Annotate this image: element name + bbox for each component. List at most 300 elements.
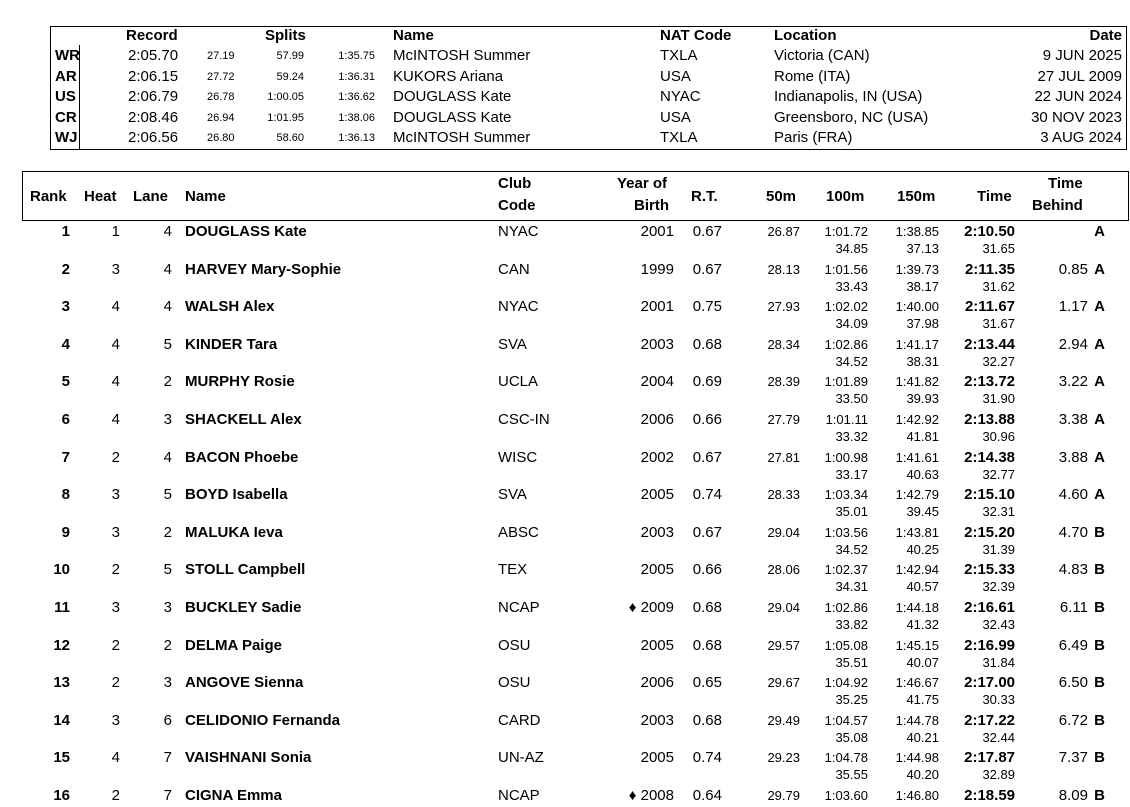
record-location: Greensboro, NC (USA) — [774, 108, 929, 126]
result-final: B — [1094, 787, 1105, 804]
result-yob: 2004 — [640, 373, 674, 391]
record-name: McINTOSH Summer — [393, 47, 531, 64]
record-nat: TXLA — [660, 129, 698, 147]
result-time: 2:13.72 — [964, 373, 1015, 391]
col-150m: 150m — [897, 188, 936, 205]
result-100m: 1:03.34 — [824, 487, 868, 503]
result-club: NYAC — [498, 223, 539, 240]
result-50m: 27.79 — [767, 412, 800, 427]
result-lane: 7 — [163, 749, 172, 767]
record-split-150: 1:35.75 — [338, 50, 375, 62]
result-club: SVA — [498, 486, 527, 504]
result-150m: 1:45.15 — [895, 637, 939, 653]
result-club: WISC — [498, 448, 538, 466]
result-yob: 2005 — [640, 636, 674, 654]
result-time: 2:15.33 — [964, 561, 1015, 579]
record-split-50: 26.94 — [207, 111, 235, 124]
result-50m: 28.34 — [767, 336, 800, 352]
result-lane: 2 — [163, 636, 172, 654]
result-rank: 12 — [53, 636, 70, 654]
result-lane: 4 — [163, 223, 172, 240]
result-behind: 2.94 — [1058, 335, 1088, 353]
result-50m: 29.23 — [767, 750, 800, 766]
result-yob: ♦ 2008 — [628, 787, 674, 804]
result-100m: 1:01.11 — [825, 412, 868, 427]
result-time: 2:15.10 — [964, 486, 1015, 504]
result-100m: 1:02.86 — [824, 600, 868, 615]
result-name: MALUKA Ieva — [185, 523, 283, 541]
result-time: 2:10.50 — [964, 223, 1015, 240]
result-final: B — [1094, 561, 1105, 579]
result-heat: 4 — [111, 335, 120, 353]
record-split-150: 1:38.06 — [338, 111, 375, 124]
result-heat: 2 — [111, 448, 120, 466]
col-rt: R.T. — [691, 188, 718, 205]
result-yob: 2005 — [640, 486, 674, 504]
result-100m: 1:02.37 — [824, 562, 868, 578]
result-split-150: 41.32 — [906, 617, 939, 632]
result-time: 2:17.00 — [964, 674, 1015, 692]
record-split-50: 26.78 — [207, 91, 235, 104]
result-100m: 1:02.02 — [824, 299, 868, 315]
result-rt: 0.67 — [692, 223, 722, 240]
result-rank: 3 — [61, 298, 70, 316]
result-heat: 2 — [111, 787, 120, 804]
result-split-100: 35.51 — [835, 654, 868, 670]
result-heat: 4 — [111, 373, 120, 391]
result-heat: 3 — [111, 486, 120, 504]
result-heat: 4 — [111, 749, 120, 767]
result-name: HARVEY Mary-Sophie — [185, 260, 342, 278]
col-rank: Rank — [30, 188, 67, 205]
result-rank: 8 — [61, 486, 70, 504]
result-split-200: 31.65 — [982, 241, 1015, 256]
result-time: 2:18.59 — [964, 787, 1015, 804]
result-time: 2:13.88 — [964, 411, 1015, 428]
result-150m: 1:46.80 — [895, 788, 939, 803]
result-50m: 27.93 — [767, 299, 800, 315]
result-yob: 2006 — [640, 674, 674, 692]
result-yob: 2003 — [640, 335, 674, 353]
result-100m: 1:01.72 — [824, 224, 868, 239]
result-split-200: 32.77 — [982, 466, 1015, 482]
result-behind: 8.09 — [1058, 787, 1088, 804]
record-split-100: 57.99 — [276, 50, 304, 62]
col-behind-1: Time — [1048, 175, 1083, 192]
record-nat: USA — [660, 108, 691, 126]
result-rank: 5 — [61, 373, 70, 391]
record-name: DOUGLASS Kate — [393, 108, 512, 126]
result-time: 2:14.38 — [964, 448, 1015, 466]
result-heat: 3 — [111, 260, 120, 278]
result-lane: 4 — [163, 298, 172, 316]
record-code: CR — [55, 108, 77, 126]
col-time: Time — [977, 188, 1012, 205]
result-rank: 16 — [53, 787, 70, 804]
result-behind: 6.49 — [1058, 636, 1088, 654]
result-split-150: 40.21 — [906, 729, 939, 745]
result-split-200: 30.33 — [982, 692, 1015, 708]
result-yob: ♦ 2009 — [628, 599, 674, 616]
result-150m: 1:41.17 — [895, 336, 939, 352]
record-code: AR — [55, 67, 77, 85]
result-yob: 2005 — [640, 749, 674, 767]
result-split-200: 32.89 — [982, 767, 1015, 783]
result-time: 2:17.22 — [964, 711, 1015, 729]
result-50m: 29.67 — [767, 675, 800, 691]
result-heat: 3 — [111, 599, 120, 616]
result-100m: 1:01.89 — [824, 374, 868, 390]
record-name: DOUGLASS Kate — [393, 88, 512, 106]
result-split-150: 39.45 — [906, 504, 939, 520]
result-split-150: 37.98 — [906, 316, 939, 332]
result-rank: 13 — [53, 674, 70, 692]
result-100m: 1:03.56 — [824, 524, 868, 540]
result-final: A — [1094, 486, 1105, 504]
record-location: Paris (FRA) — [774, 129, 853, 147]
result-split-100: 33.32 — [835, 429, 868, 444]
result-split-100: 35.25 — [835, 692, 868, 708]
result-behind: 4.60 — [1058, 486, 1088, 504]
result-behind: 4.70 — [1058, 523, 1088, 541]
result-name: MURPHY Rosie — [185, 373, 295, 391]
result-behind: 3.88 — [1058, 448, 1088, 466]
result-split-150: 40.63 — [906, 466, 939, 482]
records-header-location: Location — [774, 27, 837, 44]
result-lane: 2 — [163, 523, 172, 541]
col-club-1: Club — [498, 175, 532, 192]
result-rt: 0.68 — [692, 335, 722, 353]
result-150m: 1:38.85 — [895, 224, 939, 239]
col-club-2: Code — [498, 197, 536, 214]
result-club: OSU — [498, 674, 531, 692]
record-time: 2:06.56 — [128, 129, 179, 147]
result-100m: 1:00.98 — [824, 449, 868, 465]
result-name: BUCKLEY Sadie — [185, 599, 302, 616]
result-final: B — [1094, 523, 1105, 541]
result-150m: 1:46.67 — [895, 675, 939, 691]
record-split-50: 26.80 — [207, 132, 235, 145]
result-50m: 28.06 — [767, 562, 800, 578]
result-rt: 0.67 — [692, 448, 722, 466]
result-final: A — [1094, 335, 1105, 353]
result-club: NCAP — [498, 599, 540, 616]
result-split-100: 33.82 — [835, 617, 868, 632]
record-date: 27 JUL 2009 — [1037, 67, 1122, 85]
result-behind: 3.38 — [1058, 411, 1088, 428]
result-behind: 6.72 — [1058, 711, 1088, 729]
result-club: UCLA — [498, 373, 539, 391]
result-150m: 1:42.79 — [895, 487, 939, 503]
result-50m: 27.81 — [767, 449, 800, 465]
result-lane: 4 — [163, 260, 172, 278]
result-yob: 2005 — [640, 561, 674, 579]
result-150m: 1:40.00 — [895, 299, 939, 315]
result-final: A — [1094, 411, 1105, 428]
result-behind: 4.83 — [1058, 561, 1088, 579]
result-50m: 29.79 — [767, 788, 800, 803]
result-split-100: 35.01 — [835, 504, 868, 520]
result-split-200: 32.44 — [982, 729, 1015, 745]
result-rank: 9 — [61, 523, 70, 541]
col-lane: Lane — [133, 188, 169, 205]
result-club: NCAP — [498, 787, 540, 804]
result-rt: 0.66 — [692, 411, 722, 428]
result-name: SHACKELL Alex — [185, 411, 302, 428]
result-50m: 29.04 — [767, 524, 800, 540]
result-150m: 1:44.18 — [895, 600, 939, 615]
result-time: 2:15.20 — [964, 523, 1015, 541]
record-time: 2:06.79 — [128, 88, 179, 106]
record-split-100: 1:01.95 — [267, 111, 304, 124]
result-split-100: 35.55 — [835, 767, 868, 783]
result-50m: 28.33 — [767, 487, 800, 503]
record-location: Indianapolis, IN (USA) — [774, 88, 923, 106]
record-split-50: 27.72 — [207, 70, 235, 83]
result-final: B — [1094, 636, 1105, 654]
records-box — [50, 26, 1127, 150]
result-final: A — [1094, 260, 1105, 278]
result-name: BOYD Isabella — [185, 486, 288, 504]
result-150m: 1:42.94 — [895, 562, 939, 578]
result-150m: 1:39.73 — [895, 261, 939, 277]
result-final: B — [1094, 749, 1105, 767]
col-100m: 100m — [826, 188, 865, 205]
result-150m: 1:43.81 — [895, 524, 939, 540]
result-club: CARD — [498, 711, 541, 729]
result-club: SVA — [498, 335, 527, 353]
result-rank: 4 — [61, 335, 70, 353]
record-nat: TXLA — [660, 47, 698, 64]
result-100m: 1:04.92 — [824, 675, 868, 691]
result-rank: 2 — [61, 260, 70, 278]
result-split-150: 41.75 — [906, 692, 939, 708]
record-time: 2:05.70 — [128, 47, 179, 64]
result-final: B — [1094, 674, 1105, 692]
result-split-100: 34.52 — [835, 541, 868, 557]
result-lane: 3 — [163, 411, 172, 428]
result-heat: 4 — [111, 411, 120, 428]
record-code: WR — [55, 47, 80, 64]
result-split-100: 34.85 — [835, 241, 868, 256]
col-behind-2: Behind — [1032, 197, 1083, 214]
record-nat: USA — [660, 67, 691, 85]
record-date: 30 NOV 2023 — [1031, 108, 1122, 126]
records-header-nat: NAT Code — [660, 27, 732, 44]
result-final: A — [1094, 298, 1105, 316]
record-split-50: 27.19 — [207, 50, 235, 62]
result-rt: 0.69 — [692, 373, 722, 391]
result-split-200: 32.39 — [982, 579, 1015, 595]
result-50m: 28.39 — [767, 374, 800, 390]
result-heat: 3 — [111, 523, 120, 541]
col-yob-2: Birth — [634, 197, 669, 214]
result-split-200: 31.62 — [982, 278, 1015, 294]
result-lane: 4 — [163, 448, 172, 466]
record-split-100: 58.60 — [276, 132, 304, 145]
result-rt: 0.65 — [692, 674, 722, 692]
result-heat: 2 — [111, 561, 120, 579]
result-50m: 29.49 — [767, 712, 800, 728]
result-name: STOLL Campbell — [185, 561, 306, 579]
result-club: CAN — [498, 260, 530, 278]
result-150m: 1:42.92 — [895, 412, 939, 427]
record-split-100: 59.24 — [276, 70, 304, 83]
result-150m: 1:44.98 — [895, 750, 939, 766]
result-rank: 6 — [61, 411, 70, 428]
result-name: VAISHNANI Sonia — [185, 749, 312, 767]
result-name: CIGNA Emma — [185, 787, 282, 804]
record-code: WJ — [55, 129, 78, 147]
result-lane: 7 — [163, 787, 172, 804]
result-50m: 26.87 — [767, 224, 800, 239]
col-name: Name — [185, 188, 226, 205]
record-split-150: 1:36.13 — [338, 132, 375, 145]
result-name: CELIDONIO Fernanda — [185, 711, 341, 729]
records-header-splits: Splits — [265, 27, 306, 44]
result-club: CSC-IN — [498, 411, 550, 428]
result-split-200: 30.96 — [982, 429, 1015, 444]
col-heat: Heat — [84, 188, 117, 205]
result-rt: 0.74 — [692, 749, 722, 767]
result-name: KINDER Tara — [185, 335, 278, 353]
result-rt: 0.68 — [692, 636, 722, 654]
record-time: 2:06.15 — [128, 67, 179, 85]
result-100m: 1:05.08 — [824, 637, 868, 653]
result-heat: 2 — [111, 674, 120, 692]
result-time: 2:11.35 — [964, 260, 1015, 278]
result-split-100: 34.52 — [835, 353, 868, 369]
result-rt: 0.67 — [692, 260, 722, 278]
result-150m: 1:41.82 — [895, 374, 939, 390]
result-rt: 0.67 — [692, 523, 722, 541]
record-name: McINTOSH Summer — [393, 129, 531, 147]
record-time: 2:08.46 — [128, 108, 179, 126]
result-yob: 2002 — [640, 448, 674, 466]
result-rt: 0.75 — [692, 298, 722, 316]
result-split-100: 33.43 — [835, 278, 868, 294]
result-name: DOUGLASS Kate — [185, 223, 307, 240]
result-behind: 6.50 — [1058, 674, 1088, 692]
result-yob: 2001 — [640, 298, 674, 316]
result-behind: 0.85 — [1058, 260, 1088, 278]
result-yob: 2006 — [640, 411, 674, 428]
result-split-150: 38.17 — [906, 278, 939, 294]
result-time: 2:13.44 — [964, 335, 1015, 353]
result-yob: 2001 — [640, 223, 674, 240]
result-split-150: 41.81 — [906, 429, 939, 444]
result-time: 2:16.99 — [964, 636, 1015, 654]
result-name: WALSH Alex — [185, 298, 275, 316]
result-split-200: 31.39 — [982, 541, 1015, 557]
result-split-200: 31.84 — [982, 654, 1015, 670]
result-club: ABSC — [498, 523, 539, 541]
result-lane: 3 — [163, 599, 172, 616]
result-100m: 1:04.78 — [824, 750, 868, 766]
record-split-150: 1:36.62 — [338, 91, 375, 104]
result-name: ANGOVE Sienna — [185, 674, 304, 692]
result-final: B — [1094, 599, 1105, 616]
result-split-150: 39.93 — [906, 391, 939, 407]
result-rt: 0.68 — [692, 599, 722, 616]
result-club: TEX — [498, 561, 528, 579]
record-date: 22 JUN 2024 — [1034, 88, 1122, 106]
result-rt: 0.66 — [692, 561, 722, 579]
result-150m: 1:44.78 — [895, 712, 939, 728]
record-name: KUKORS Ariana — [393, 67, 504, 85]
result-split-200: 31.90 — [982, 391, 1015, 407]
result-split-150: 40.07 — [906, 654, 939, 670]
col-50m: 50m — [766, 188, 797, 205]
col-yob-1: Year of — [617, 175, 668, 192]
result-final: B — [1094, 711, 1105, 729]
result-behind: 1.17 — [1058, 298, 1088, 316]
result-split-100: 34.31 — [835, 579, 868, 595]
result-heat: 4 — [111, 298, 120, 316]
result-lane: 5 — [163, 486, 172, 504]
result-rank: 7 — [61, 448, 70, 466]
result-heat: 1 — [111, 223, 120, 240]
result-150m: 1:41.61 — [895, 449, 939, 465]
result-split-100: 33.50 — [835, 391, 868, 407]
record-code: US — [55, 88, 76, 106]
result-yob: 2003 — [640, 523, 674, 541]
result-split-150: 38.31 — [906, 353, 939, 369]
result-final: A — [1094, 448, 1105, 466]
result-rank: 14 — [53, 711, 70, 729]
result-heat: 3 — [111, 711, 120, 729]
record-location: Victoria (CAN) — [774, 47, 870, 64]
result-rank: 11 — [54, 599, 70, 616]
result-split-200: 31.67 — [982, 316, 1015, 332]
result-rank: 15 — [53, 749, 70, 767]
record-date: 3 AUG 2024 — [1040, 129, 1122, 147]
result-behind: 7.37 — [1058, 749, 1088, 767]
result-time: 2:17.87 — [964, 749, 1015, 767]
result-behind: 6.11 — [1059, 599, 1088, 616]
result-behind: 3.22 — [1058, 373, 1088, 391]
result-time: 2:11.67 — [964, 298, 1015, 316]
result-split-200: 32.31 — [982, 504, 1015, 520]
result-yob: 1999 — [640, 260, 674, 278]
result-club: OSU — [498, 636, 531, 654]
result-100m: 1:03.60 — [824, 788, 868, 803]
result-split-100: 33.17 — [835, 466, 868, 482]
records-header-name: Name — [393, 27, 434, 44]
result-time: 2:16.61 — [964, 599, 1015, 616]
result-50m: 29.57 — [767, 637, 800, 653]
result-split-150: 37.13 — [906, 241, 939, 256]
result-rank: 1 — [61, 223, 70, 240]
result-lane: 2 — [163, 373, 172, 391]
result-100m: 1:04.57 — [824, 712, 868, 728]
result-split-100: 34.09 — [835, 316, 868, 332]
result-50m: 28.13 — [767, 261, 800, 277]
record-nat: NYAC — [660, 88, 701, 106]
result-100m: 1:02.86 — [824, 336, 868, 352]
result-final: A — [1094, 373, 1105, 391]
result-split-100: 35.08 — [835, 729, 868, 745]
result-lane: 6 — [163, 711, 172, 729]
record-split-150: 1:36.31 — [338, 70, 375, 83]
result-rt: 0.68 — [692, 711, 722, 729]
result-split-150: 40.25 — [906, 541, 939, 557]
result-final: A — [1094, 223, 1105, 240]
record-location: Rome (ITA) — [774, 67, 851, 85]
result-split-150: 40.57 — [906, 579, 939, 595]
result-split-200: 32.43 — [982, 617, 1015, 632]
record-split-100: 1:00.05 — [267, 91, 304, 104]
